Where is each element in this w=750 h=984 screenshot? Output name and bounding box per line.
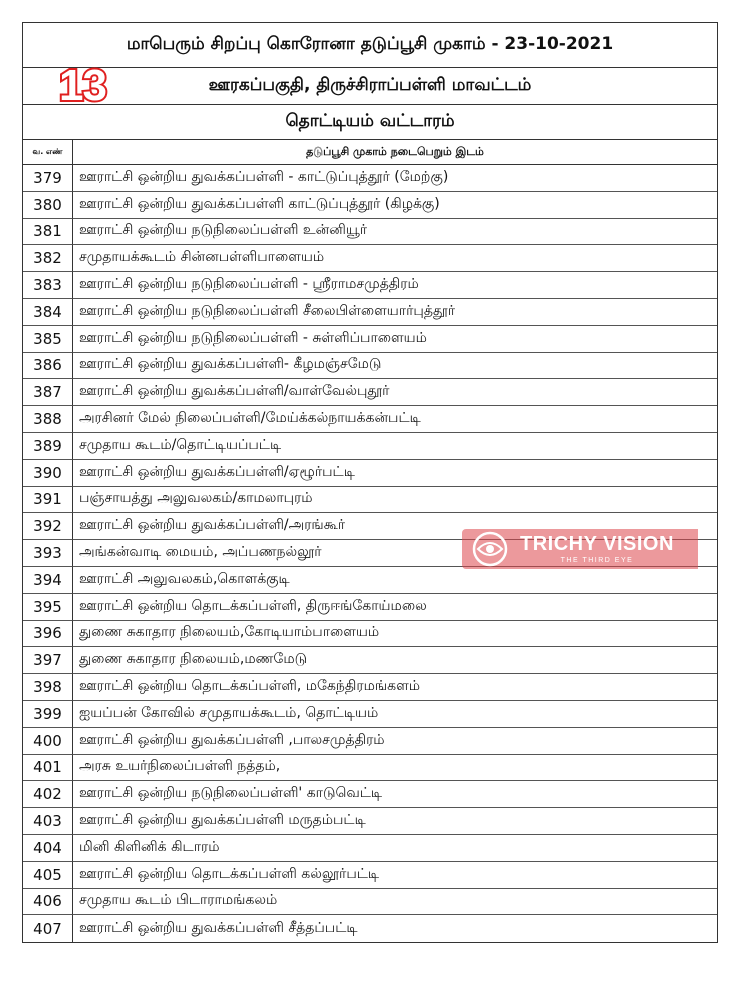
row-location: ஊராட்சி ஒன்றிய நடுநிலைப்பள்ளி' காடுவெட்டி	[73, 781, 717, 808]
row-location: ஊராட்சி ஒன்றிய நடுநிலைப்பள்ளி - சுள்ளிப்பாளையம்	[73, 326, 717, 353]
row-sno: 386	[23, 353, 73, 380]
row-location: ஊராட்சி ஒன்றிய துவக்கப்பள்ளி/அரங்கூர்	[73, 513, 717, 540]
row-sno: 395	[23, 594, 73, 621]
row-location: ஊராட்சி ஒன்றிய துவக்கப்பள்ளி/வாள்வேல்புதூர்	[73, 379, 717, 406]
row-sno: 387	[23, 379, 73, 406]
row-sno: 380	[23, 192, 73, 219]
row-sno: 402	[23, 781, 73, 808]
row-sno: 398	[23, 674, 73, 701]
row-sno: 383	[23, 272, 73, 299]
column-header-sno: வ. எண்	[23, 140, 73, 165]
page-title: மாபெரும் சிறப்பு கொரோனா தடுப்பூசி முகாம் - 23-10-2021	[23, 23, 717, 68]
row-location: ஊராட்சி ஒன்றிய தொடக்கப்பள்ளி கல்லூர்பட்டி	[73, 862, 717, 889]
row-sno: 385	[23, 326, 73, 353]
row-location: சமுதாயக்கூடம் சின்னபள்ளிபாளையம்	[73, 245, 717, 272]
row-location: மினி கிளினிக் கிடாரம்	[73, 835, 717, 862]
row-sno: 396	[23, 621, 73, 648]
column-header-location: தடுப்பூசி முகாம் நடைபெறும் இடம்	[73, 140, 717, 165]
row-location: ஊராட்சி ஒன்றிய துவக்கப்பள்ளி/ஏழூர்பட்டி	[73, 460, 717, 487]
district-label: ஊரகப்பகுதி, திருச்சிராப்பள்ளி மாவட்டம்	[208, 75, 532, 95]
row-location: ஊராட்சி ஒன்றிய தொடக்கப்பள்ளி, திருஈங்கோய்மலை	[73, 594, 717, 621]
row-sno: 397	[23, 647, 73, 674]
row-location: ஊராட்சி ஒன்றிய நடுநிலைப்பள்ளி சீலைபிள்ளையார்புத்தூர்	[73, 299, 717, 326]
row-location: அங்கன்வாடி மையம், அப்பணநல்லூர்	[73, 540, 717, 567]
watermark-brand: TRICHY VISION	[520, 533, 674, 555]
row-sno: 379	[23, 165, 73, 192]
row-location: அரசு உயர்நிலைப்பள்ளி நத்தம்,	[73, 755, 717, 782]
row-location: சமுதாய கூடம்/தொட்டியப்பட்டி	[73, 433, 717, 460]
row-location: ஊராட்சி ஒன்றிய துவக்கப்பள்ளி ,பாலசமுத்திரம்	[73, 728, 717, 755]
row-location: அரசினர் மேல் நிலைப்பள்ளி/மேய்க்கல்நாயக்கன்பட்டி	[73, 406, 717, 433]
row-sno: 388	[23, 406, 73, 433]
block-title: தொட்டியம் வட்டாரம்	[23, 105, 717, 140]
row-sno: 394	[23, 567, 73, 594]
row-location: ஊராட்சி ஒன்றிய துவக்கப்பள்ளி மருதம்பட்டி	[73, 808, 717, 835]
eye-logo-icon	[470, 529, 510, 569]
row-sno: 390	[23, 460, 73, 487]
row-location: ஊராட்சி ஒன்றிய துவக்கப்பள்ளி சீத்தப்பட்டி	[79, 919, 358, 936]
district-row	[23, 61, 717, 110]
row-sno: 382	[23, 245, 73, 272]
row-sno: 389	[23, 433, 73, 460]
row-location: ஊராட்சி அலுவலகம்,கொளக்குடி	[73, 567, 717, 594]
row-sno: 399	[23, 701, 73, 728]
row-sno: 406	[23, 889, 73, 916]
row-location: ஐயப்பன் கோவில் சமுதாயக்கூடம், தொட்டியம்	[73, 701, 717, 728]
row-location: துணை சுகாதார நிலையம்,மணமேடு	[73, 647, 717, 674]
row-sno: 381	[23, 219, 73, 246]
row-sno: 384	[23, 299, 73, 326]
watermark-tagline: THE THIRD EYE	[560, 557, 634, 564]
row-sno: 407	[23, 915, 73, 942]
row-sno: 401	[23, 755, 73, 782]
row-location: ஊராட்சி ஒன்றிய நடுநிலைப்பள்ளி உன்னியூர்	[73, 219, 717, 246]
row-location: பஞ்சாயத்து அலுவலகம்/காமலாபுரம்	[73, 487, 717, 514]
document-sheet	[22, 22, 718, 943]
row-sno: 392	[23, 513, 73, 540]
row-location: துணை சுகாதார நிலையம்,கோடியாம்பாளையம்	[73, 621, 717, 648]
row-location: ஊராட்சி ஒன்றிய நடுநிலைப்பள்ளி - ஸ்ரீராமசமுத்திரம்	[73, 272, 717, 299]
row-location: சமுதாய கூடம் பிடாராமங்கலம்	[73, 889, 717, 916]
row-sno: 393	[23, 540, 73, 567]
row-sno: 391	[23, 487, 73, 514]
page-number-badge: 13	[59, 61, 106, 110]
row-sno: 405	[23, 862, 73, 889]
row-sno: 403	[23, 808, 73, 835]
row-location: ஊராட்சி ஒன்றிய தொடக்கப்பள்ளி, மகேந்திரமங்களம்	[73, 674, 717, 701]
row-location: ஊராட்சி ஒன்றிய துவக்கப்பள்ளி- கீழமஞ்சமேடு	[73, 353, 717, 380]
row-sno: 404	[23, 835, 73, 862]
watermark	[462, 529, 698, 569]
row-location: ஊராட்சி ஒன்றிய துவக்கப்பள்ளி காட்டுப்புத்தூர் (கிழக்கு)	[73, 192, 717, 219]
row-sno: 400	[23, 728, 73, 755]
row-location: ஊராட்சி ஒன்றிய துவக்கப்பள்ளி - காட்டுப்புத்தூர் (மேற்கு)	[73, 165, 717, 192]
